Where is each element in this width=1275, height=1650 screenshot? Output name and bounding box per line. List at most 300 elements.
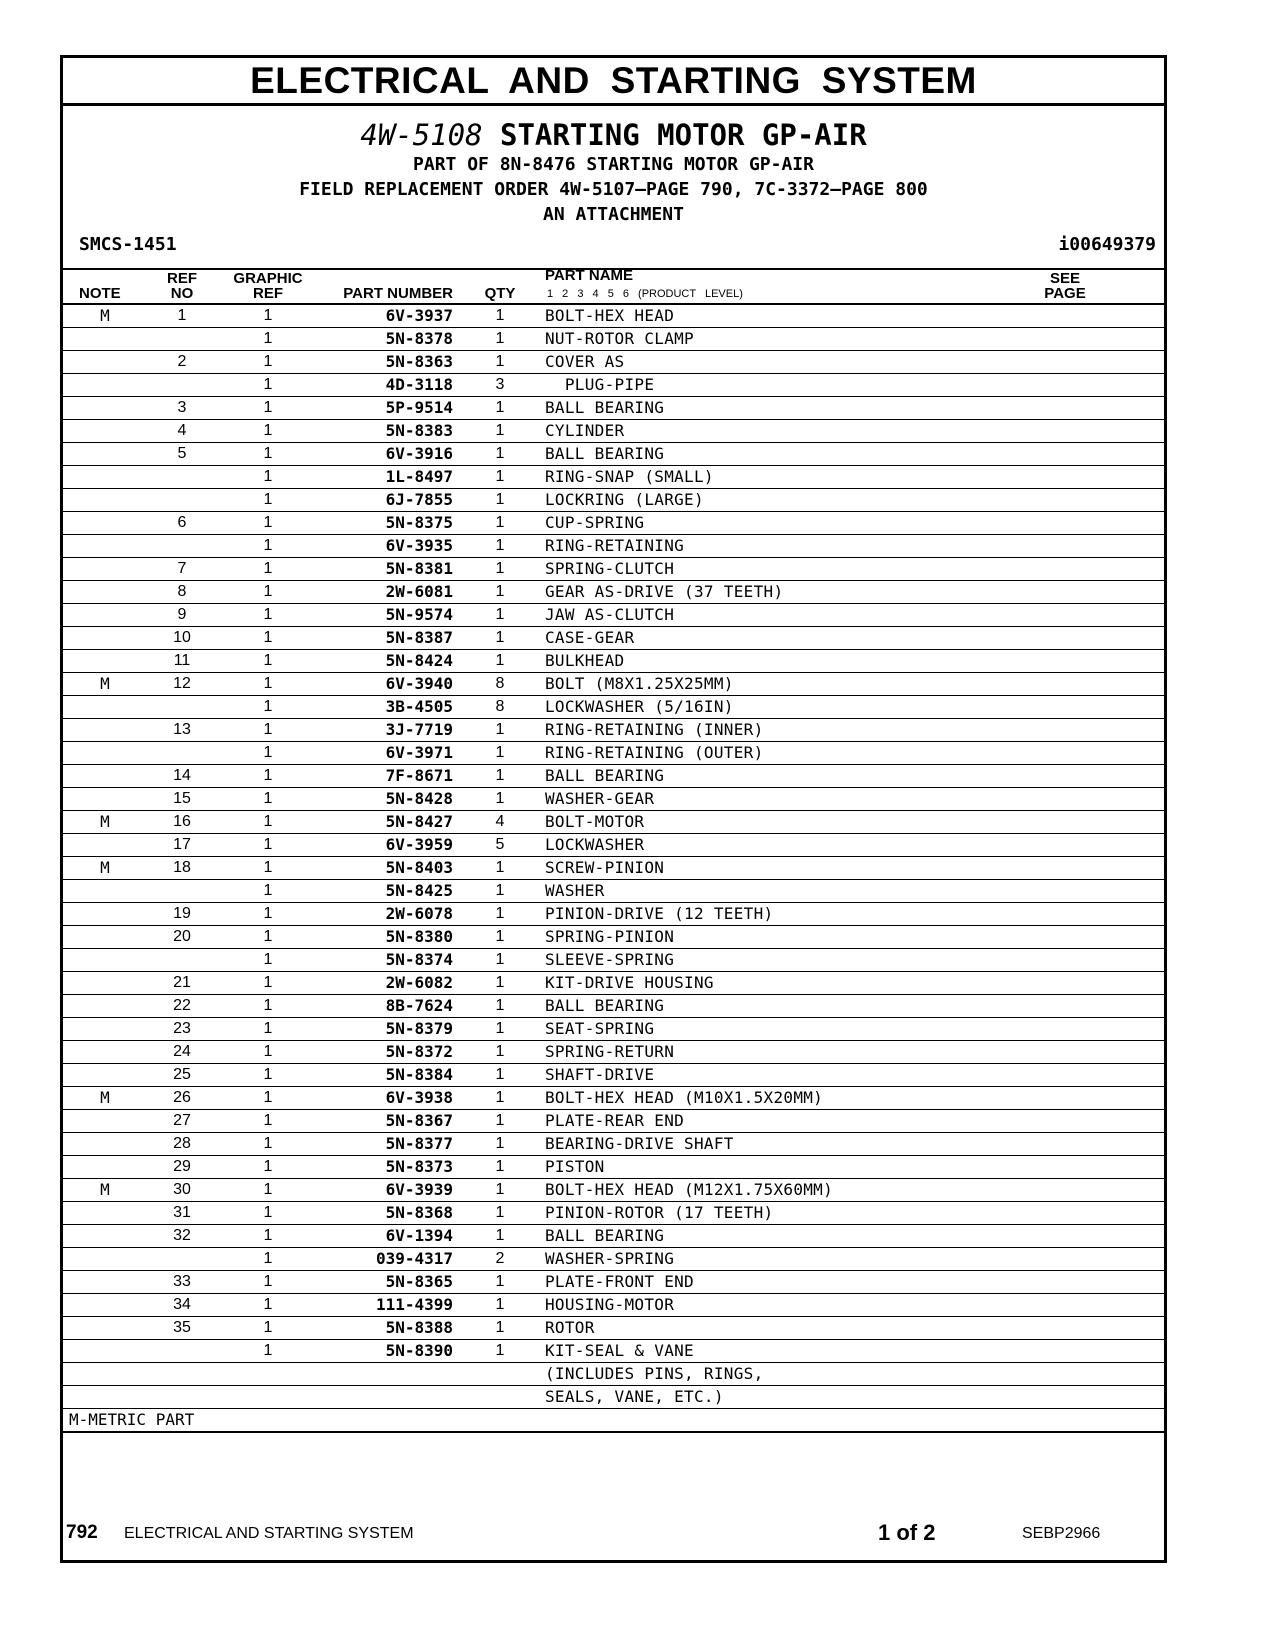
table-row bbox=[63, 995, 1164, 1018]
graphic-ref-cell: 1 bbox=[263, 721, 273, 738]
part-number-cell: 5N-8381 bbox=[385, 559, 453, 578]
part-number-cell: 5N-8428 bbox=[385, 789, 453, 808]
part-number-cell: 5N-8363 bbox=[385, 352, 453, 371]
graphic-ref-cell: 1 bbox=[263, 307, 273, 324]
illustration-id: i00649379 bbox=[1058, 234, 1156, 255]
qty-cell: 1 bbox=[495, 537, 505, 554]
table-row bbox=[63, 742, 1164, 765]
graphic-ref-cell: 1 bbox=[263, 1135, 273, 1152]
col-note: NOTE bbox=[79, 285, 121, 302]
part-number-cell: 4D-3118 bbox=[385, 375, 453, 394]
table-row bbox=[63, 1202, 1164, 1225]
table-row bbox=[63, 1087, 1164, 1110]
ref-no-cell: 7 bbox=[177, 560, 187, 577]
table-row bbox=[63, 1041, 1164, 1064]
table-row bbox=[63, 627, 1164, 650]
col-graphic-line1: GRAPHIC bbox=[233, 270, 303, 287]
group-header bbox=[63, 106, 1164, 270]
part-number-cell: 6V-3937 bbox=[385, 306, 453, 325]
ref-no-cell: 25 bbox=[173, 1066, 191, 1083]
part-name-cell: PLUG-PIPE bbox=[545, 375, 655, 394]
group-title bbox=[63, 118, 1164, 152]
part-number-cell: 1L-8497 bbox=[385, 467, 453, 486]
table-row bbox=[63, 765, 1164, 788]
part-name-cell: CASE-GEAR bbox=[545, 628, 635, 647]
smcs-code: SMCS-1451 bbox=[79, 234, 177, 255]
qty-cell: 1 bbox=[495, 422, 505, 439]
graphic-ref-cell: 1 bbox=[263, 1204, 273, 1221]
part-of-line: PART OF 8N-8476 STARTING MOTOR GP-AIR bbox=[413, 154, 814, 175]
col-part-name: PART NAME bbox=[545, 267, 634, 284]
ref-no-cell: 6 bbox=[177, 514, 187, 531]
part-number-cell: 2W-6081 bbox=[385, 582, 453, 601]
part-number-cell: 6V-3940 bbox=[385, 674, 453, 693]
part-number-cell: 5N-8379 bbox=[385, 1019, 453, 1038]
part-number-cell: 5N-8427 bbox=[385, 812, 453, 831]
part-number-cell: 3J-7719 bbox=[385, 720, 453, 739]
qty-cell: 1 bbox=[495, 330, 505, 347]
graphic-ref-cell: 1 bbox=[263, 974, 273, 991]
footer-section: ELECTRICAL AND STARTING SYSTEM bbox=[124, 1525, 414, 1542]
part-name-cell: GEAR AS-DRIVE (37 TEETH) bbox=[545, 582, 784, 601]
field-replacement-line: FIELD REPLACEMENT ORDER 4W-5107—PAGE 790, 7C-3372—PAGE 800 bbox=[299, 179, 928, 200]
qty-cell: 1 bbox=[495, 1204, 505, 1221]
ref-no-cell: 26 bbox=[173, 1089, 191, 1106]
graphic-ref-cell: 1 bbox=[263, 445, 273, 462]
graphic-ref-cell: 1 bbox=[263, 1227, 273, 1244]
part-name-cell: WASHER bbox=[545, 881, 605, 900]
graphic-ref-cell: 1 bbox=[263, 353, 273, 370]
part-name-cell: SPRING-PINION bbox=[545, 927, 675, 946]
part-name-cell: (INCLUDES PINS, RINGS, bbox=[545, 1364, 764, 1383]
part-number-cell: 5N-9574 bbox=[385, 605, 453, 624]
ref-no-cell: 32 bbox=[173, 1227, 191, 1244]
part-name-cell: PISTON bbox=[545, 1157, 605, 1176]
part-number-cell: 5N-8424 bbox=[385, 651, 453, 670]
col-qty: QTY bbox=[484, 285, 516, 302]
ref-no-cell: 3 bbox=[177, 399, 187, 416]
part-number-cell: 039-4317 bbox=[375, 1249, 453, 1268]
graphic-ref-cell: 1 bbox=[263, 813, 273, 830]
table-row bbox=[63, 328, 1164, 351]
table-row bbox=[63, 489, 1164, 512]
qty-cell: 1 bbox=[495, 1043, 505, 1060]
table-row bbox=[63, 443, 1164, 466]
part-name-cell: SPRING-CLUTCH bbox=[545, 559, 675, 578]
table-row bbox=[63, 673, 1164, 696]
col-see-line2: PAGE bbox=[1044, 285, 1086, 302]
graphic-ref-cell: 1 bbox=[263, 997, 273, 1014]
graphic-ref-cell: 1 bbox=[263, 1319, 273, 1336]
part-name-cell: COVER AS bbox=[545, 352, 625, 371]
graphic-ref-cell: 1 bbox=[263, 1158, 273, 1175]
table-row bbox=[63, 696, 1164, 719]
part-name-cell: CUP-SPRING bbox=[545, 513, 645, 532]
note-cell: M bbox=[100, 1088, 110, 1107]
qty-cell: 1 bbox=[495, 353, 505, 370]
part-number-cell: 111-4399 bbox=[375, 1295, 453, 1314]
part-name-cell: BEARING-DRIVE SHAFT bbox=[545, 1134, 734, 1153]
graphic-ref-cell: 1 bbox=[263, 652, 273, 669]
ref-no-cell: 16 bbox=[173, 813, 191, 830]
part-number-cell: 2W-6082 bbox=[385, 973, 453, 992]
part-name-cell: RING-SNAP (SMALL) bbox=[545, 467, 714, 486]
col-ref-line1: REF bbox=[167, 270, 197, 287]
ref-no-cell: 29 bbox=[173, 1158, 191, 1175]
table-row bbox=[63, 1248, 1164, 1271]
part-name-cell: BALL BEARING bbox=[545, 766, 665, 785]
graphic-ref-cell: 1 bbox=[263, 376, 273, 393]
ref-no-cell: 27 bbox=[173, 1112, 191, 1129]
part-number-cell: 6V-3939 bbox=[385, 1180, 453, 1199]
table-row bbox=[63, 1340, 1164, 1363]
part-name-cell: RING-RETAINING (OUTER) bbox=[545, 743, 764, 762]
footnote-row bbox=[63, 1409, 1164, 1433]
graphic-ref-cell: 1 bbox=[263, 951, 273, 968]
table-row bbox=[63, 1156, 1164, 1179]
part-number-cell: 5N-8373 bbox=[385, 1157, 453, 1176]
ref-no-cell: 8 bbox=[177, 583, 187, 600]
ref-no-cell: 17 bbox=[173, 836, 191, 853]
table-row bbox=[63, 420, 1164, 443]
part-name-cell: RING-RETAINING bbox=[545, 536, 685, 555]
qty-cell: 1 bbox=[495, 1158, 505, 1175]
table-row bbox=[63, 1133, 1164, 1156]
ref-no-cell: 11 bbox=[173, 652, 191, 669]
qty-cell: 1 bbox=[495, 1296, 505, 1313]
graphic-ref-cell: 1 bbox=[263, 1342, 273, 1359]
sheet-indicator: 1 of 2 bbox=[878, 1520, 936, 1545]
part-name-cell: HOUSING-MOTOR bbox=[545, 1295, 675, 1314]
table-row bbox=[63, 535, 1164, 558]
ref-no-cell: 5 bbox=[177, 445, 187, 462]
part-number-cell: 7F-8671 bbox=[385, 766, 453, 785]
graphic-ref-cell: 1 bbox=[263, 675, 273, 692]
qty-cell: 1 bbox=[495, 767, 505, 784]
part-number-cell: 6J-7855 bbox=[385, 490, 453, 509]
qty-cell: 1 bbox=[495, 928, 505, 945]
part-name-cell: KIT-SEAL & VANE bbox=[545, 1341, 694, 1360]
ref-no-cell: 23 bbox=[173, 1020, 191, 1037]
graphic-ref-cell: 1 bbox=[263, 1112, 273, 1129]
part-name-cell: BOLT (M8X1.25X25MM) bbox=[545, 674, 734, 693]
part-number-cell: 6V-3916 bbox=[385, 444, 453, 463]
graphic-ref-cell: 1 bbox=[263, 491, 273, 508]
part-name-cell: JAW AS-CLUTCH bbox=[545, 605, 675, 624]
qty-cell: 1 bbox=[495, 583, 505, 600]
part-number-cell: 5N-8390 bbox=[385, 1341, 453, 1360]
table-row bbox=[63, 857, 1164, 880]
graphic-ref-cell: 1 bbox=[263, 606, 273, 623]
ref-no-cell: 19 bbox=[173, 905, 191, 922]
part-name-cell: SEALS, VANE, ETC.) bbox=[545, 1387, 724, 1406]
part-name-cell: SCREW-PINION bbox=[545, 858, 665, 877]
part-name-cell: BALL BEARING bbox=[545, 996, 665, 1015]
column-headers bbox=[63, 267, 1164, 305]
graphic-ref-cell: 1 bbox=[263, 882, 273, 899]
col-ref-line2: NO bbox=[170, 285, 194, 302]
qty-cell: 1 bbox=[495, 1066, 505, 1083]
qty-cell: 1 bbox=[495, 1135, 505, 1152]
table-row bbox=[63, 1294, 1164, 1317]
qty-cell: 1 bbox=[495, 721, 505, 738]
qty-cell: 1 bbox=[495, 468, 505, 485]
qty-cell: 1 bbox=[495, 882, 505, 899]
qty-cell: 1 bbox=[495, 997, 505, 1014]
part-number-cell: 8B-7624 bbox=[385, 996, 453, 1015]
ref-no-cell: 35 bbox=[173, 1319, 191, 1336]
note-cell: M bbox=[100, 674, 110, 693]
qty-cell: 1 bbox=[495, 1181, 505, 1198]
part-name-cell: BOLT-MOTOR bbox=[545, 812, 645, 831]
graphic-ref-cell: 1 bbox=[263, 1273, 273, 1290]
part-name-cell: BOLT-HEX HEAD (M12X1.75X60MM) bbox=[545, 1180, 834, 1199]
table-row bbox=[63, 972, 1164, 995]
part-name-cell: PINION-ROTOR (17 TEETH) bbox=[545, 1203, 774, 1222]
graphic-ref-cell: 1 bbox=[263, 1043, 273, 1060]
graphic-ref-cell: 1 bbox=[263, 1181, 273, 1198]
qty-cell: 1 bbox=[495, 1112, 505, 1129]
graphic-ref-cell: 1 bbox=[263, 905, 273, 922]
table-row bbox=[63, 512, 1164, 535]
qty-cell: 1 bbox=[495, 606, 505, 623]
table-row bbox=[63, 788, 1164, 811]
part-name-cell: SHAFT-DRIVE bbox=[545, 1065, 655, 1084]
part-number-cell: 5N-8380 bbox=[385, 927, 453, 946]
part-number-cell: 5N-8365 bbox=[385, 1272, 453, 1291]
part-name-cell: PLATE-REAR END bbox=[545, 1111, 685, 1130]
ref-no-cell: 30 bbox=[173, 1181, 191, 1198]
table-row bbox=[63, 949, 1164, 972]
part-name-cell: LOCKWASHER bbox=[545, 835, 645, 854]
table-row bbox=[63, 305, 1164, 328]
section-title: ELECTRICAL AND STARTING SYSTEM bbox=[63, 58, 1164, 106]
graphic-ref-cell: 1 bbox=[263, 560, 273, 577]
graphic-ref-cell: 1 bbox=[263, 468, 273, 485]
graphic-ref-cell: 1 bbox=[263, 629, 273, 646]
qty-cell: 1 bbox=[495, 905, 505, 922]
ref-no-cell: 20 bbox=[173, 928, 191, 945]
qty-cell: 1 bbox=[495, 1089, 505, 1106]
part-name-cell: SPRING-RETURN bbox=[545, 1042, 675, 1061]
table-row bbox=[63, 1225, 1164, 1248]
part-number-cell: 5N-8403 bbox=[385, 858, 453, 877]
part-number-cell: 5N-8372 bbox=[385, 1042, 453, 1061]
col-graphic-line2: REF bbox=[253, 285, 283, 302]
table-row bbox=[63, 880, 1164, 903]
part-number-cell: 6V-3971 bbox=[385, 743, 453, 762]
qty-cell: 1 bbox=[495, 629, 505, 646]
qty-cell: 1 bbox=[495, 1227, 505, 1244]
graphic-ref-cell: 1 bbox=[263, 698, 273, 715]
page-number: 792 bbox=[66, 1522, 98, 1543]
ref-no-cell: 10 bbox=[173, 629, 191, 646]
note-cell: M bbox=[100, 812, 110, 831]
qty-cell: 1 bbox=[495, 445, 505, 462]
ref-no-cell: 2 bbox=[177, 353, 187, 370]
table-row bbox=[63, 397, 1164, 420]
graphic-ref-cell: 1 bbox=[263, 767, 273, 784]
model-number: 4W-5108 bbox=[360, 118, 483, 152]
qty-cell: 1 bbox=[495, 491, 505, 508]
table-row bbox=[63, 834, 1164, 857]
table-row bbox=[63, 604, 1164, 627]
qty-cell: 1 bbox=[495, 1020, 505, 1037]
part-number-cell: 5N-8368 bbox=[385, 1203, 453, 1222]
part-name-cell: SEAT-SPRING bbox=[545, 1019, 655, 1038]
qty-cell: 1 bbox=[495, 560, 505, 577]
ref-no-cell: 18 bbox=[173, 859, 191, 876]
ref-no-cell: 15 bbox=[173, 790, 191, 807]
part-name-cell: WASHER-GEAR bbox=[545, 789, 655, 808]
part-number-cell: 2W-6078 bbox=[385, 904, 453, 923]
graphic-ref-cell: 1 bbox=[263, 790, 273, 807]
part-name-cell: ROTOR bbox=[545, 1318, 595, 1337]
table-row bbox=[63, 719, 1164, 742]
col-product-level: 1 2 3 4 5 6 (PRODUCT LEVEL) bbox=[547, 288, 743, 300]
note-cell: M bbox=[100, 1180, 110, 1199]
table-row bbox=[63, 1110, 1164, 1133]
ref-no-cell: 1 bbox=[177, 307, 187, 324]
ref-no-cell: 4 bbox=[177, 422, 187, 439]
part-name-cell: BALL BEARING bbox=[545, 1226, 665, 1245]
graphic-ref-cell: 1 bbox=[263, 1250, 273, 1267]
ref-no-cell: 13 bbox=[173, 721, 191, 738]
part-name-cell: SLEEVE-SPRING bbox=[545, 950, 675, 969]
part-name-cell: RING-RETAINING (INNER) bbox=[545, 720, 764, 739]
part-number-cell: 5P-9514 bbox=[385, 398, 453, 417]
table-row bbox=[63, 650, 1164, 673]
table-row bbox=[63, 1317, 1164, 1340]
graphic-ref-cell: 1 bbox=[263, 399, 273, 416]
part-name-cell: BOLT-HEX HEAD bbox=[545, 306, 675, 325]
graphic-ref-cell: 1 bbox=[263, 928, 273, 945]
part-number-cell: 3B-4505 bbox=[385, 697, 453, 716]
model-name: STARTING MOTOR GP-AIR bbox=[500, 118, 867, 152]
part-number-cell: 5N-8367 bbox=[385, 1111, 453, 1130]
part-number-cell: 5N-8425 bbox=[385, 881, 453, 900]
table-row bbox=[63, 558, 1164, 581]
part-number-cell: 6V-3935 bbox=[385, 536, 453, 555]
qty-cell: 1 bbox=[495, 652, 505, 669]
part-name-cell: BULKHEAD bbox=[545, 651, 625, 670]
part-name-cell: PINION-DRIVE (12 TEETH) bbox=[545, 904, 774, 923]
table-row bbox=[63, 1018, 1164, 1041]
ref-no-cell: 24 bbox=[173, 1043, 191, 1060]
ref-no-cell: 28 bbox=[173, 1135, 191, 1152]
col-part-number: PART NUMBER bbox=[343, 285, 453, 302]
part-number-cell: 6V-1394 bbox=[385, 1226, 453, 1245]
part-number-cell: 5N-8374 bbox=[385, 950, 453, 969]
part-number-cell: 6V-3959 bbox=[385, 835, 453, 854]
ref-no-cell: 9 bbox=[177, 606, 187, 623]
part-number-cell: 5N-8384 bbox=[385, 1065, 453, 1084]
graphic-ref-cell: 1 bbox=[263, 330, 273, 347]
table-row bbox=[63, 351, 1164, 374]
part-name-cell: BALL BEARING bbox=[545, 444, 665, 463]
part-number-cell: 5N-8388 bbox=[385, 1318, 453, 1337]
ref-no-cell: 22 bbox=[173, 997, 191, 1014]
table-row bbox=[63, 926, 1164, 949]
qty-cell: 8 bbox=[495, 698, 505, 715]
col-see-line1: SEE bbox=[1049, 270, 1080, 287]
part-name-cell: WASHER-SPRING bbox=[545, 1249, 675, 1268]
ref-no-cell: 14 bbox=[173, 767, 191, 784]
part-name-cell: PLATE-FRONT END bbox=[545, 1272, 694, 1291]
part-number-cell: 5N-8377 bbox=[385, 1134, 453, 1153]
qty-cell: 2 bbox=[495, 1250, 505, 1267]
qty-cell: 1 bbox=[495, 790, 505, 807]
qty-cell: 4 bbox=[495, 813, 505, 830]
part-number-cell: 5N-8378 bbox=[385, 329, 453, 348]
graphic-ref-cell: 1 bbox=[263, 583, 273, 600]
qty-cell: 1 bbox=[495, 859, 505, 876]
qty-cell: 1 bbox=[495, 1273, 505, 1290]
graphic-ref-cell: 1 bbox=[263, 859, 273, 876]
part-name-cell: CYLINDER bbox=[545, 421, 625, 440]
attachment-line: AN ATTACHMENT bbox=[543, 204, 684, 225]
note-cell: M bbox=[100, 858, 110, 877]
ref-no-cell: 31 bbox=[173, 1204, 191, 1221]
table-row bbox=[63, 1386, 1164, 1409]
part-number-cell: 5N-8387 bbox=[385, 628, 453, 647]
graphic-ref-cell: 1 bbox=[263, 514, 273, 531]
metric-footnote: M-METRIC PART bbox=[69, 1410, 195, 1429]
part-name-cell: BOLT-HEX HEAD (M10X1.5X20MM) bbox=[545, 1088, 824, 1107]
qty-cell: 1 bbox=[495, 1319, 505, 1336]
note-cell: M bbox=[100, 306, 110, 325]
part-number-cell: 5N-8383 bbox=[385, 421, 453, 440]
qty-cell: 1 bbox=[495, 1342, 505, 1359]
graphic-ref-cell: 1 bbox=[263, 1296, 273, 1313]
ref-no-cell: 12 bbox=[173, 675, 191, 692]
table-row bbox=[63, 1271, 1164, 1294]
table-row bbox=[63, 1363, 1164, 1386]
part-name-cell: BALL BEARING bbox=[545, 398, 665, 417]
ref-no-cell: 21 bbox=[173, 974, 191, 991]
table-row bbox=[63, 1064, 1164, 1087]
qty-cell: 8 bbox=[495, 675, 505, 692]
graphic-ref-cell: 1 bbox=[263, 537, 273, 554]
part-name-cell: NUT-ROTOR CLAMP bbox=[545, 329, 694, 348]
qty-cell: 1 bbox=[495, 514, 505, 531]
ref-no-cell: 33 bbox=[173, 1273, 191, 1290]
graphic-ref-cell: 1 bbox=[263, 836, 273, 853]
table-row bbox=[63, 903, 1164, 926]
qty-cell: 5 bbox=[495, 836, 505, 853]
graphic-ref-cell: 1 bbox=[263, 422, 273, 439]
table-row bbox=[63, 581, 1164, 604]
part-name-cell: KIT-DRIVE HOUSING bbox=[545, 973, 714, 992]
table-row bbox=[63, 374, 1164, 397]
part-number-cell: 5N-8375 bbox=[385, 513, 453, 532]
qty-cell: 1 bbox=[495, 951, 505, 968]
graphic-ref-cell: 1 bbox=[263, 744, 273, 761]
part-name-cell: LOCKRING (LARGE) bbox=[545, 490, 704, 509]
part-number-cell: 6V-3938 bbox=[385, 1088, 453, 1107]
page-footer bbox=[0, 1522, 1275, 1550]
ref-no-cell: 34 bbox=[173, 1296, 191, 1313]
graphic-ref-cell: 1 bbox=[263, 1066, 273, 1083]
qty-cell: 1 bbox=[495, 399, 505, 416]
qty-cell: 1 bbox=[495, 744, 505, 761]
qty-cell: 1 bbox=[495, 974, 505, 991]
graphic-ref-cell: 1 bbox=[263, 1020, 273, 1037]
table-row bbox=[63, 811, 1164, 834]
graphic-ref-cell: 1 bbox=[263, 1089, 273, 1106]
parts-page-frame bbox=[60, 55, 1167, 1563]
document-id: SEBP2966 bbox=[1022, 1525, 1101, 1542]
